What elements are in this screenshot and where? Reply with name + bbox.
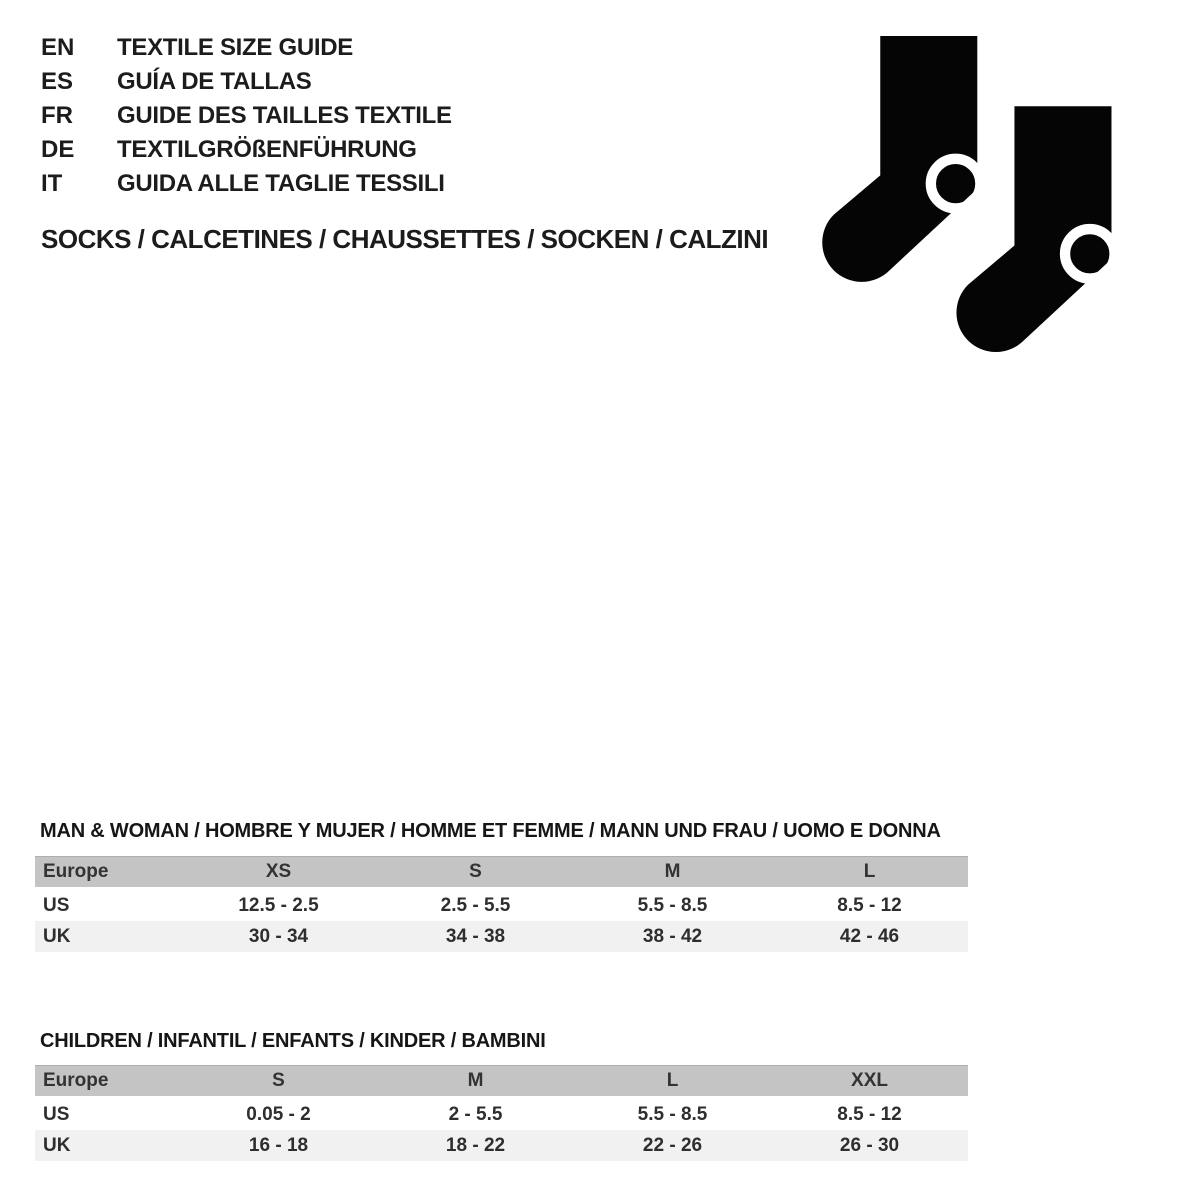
table-header-row (35, 1065, 968, 1096)
language-code: DE (41, 136, 75, 163)
cell-value: 42 - 46 (839, 925, 900, 947)
column-header-europe: Europe (43, 861, 109, 882)
language-code: EN (41, 34, 75, 61)
language-title: GUIDE DES TAILLES TEXTILE (117, 102, 452, 129)
cell-value: 8.5 - 12 (837, 894, 902, 916)
language-row-it (41, 167, 452, 201)
table-row-us (35, 890, 968, 921)
language-code: IT (41, 170, 63, 197)
language-title: GUÍA DE TALLAS (117, 68, 312, 95)
product-category-line: SOCKS / CALCETINES / CHAUSSETTES / SOCKEN / CALZINI (41, 224, 769, 254)
cell-value: 16 - 18 (248, 1134, 309, 1156)
language-title: TEXTILE SIZE GUIDE (117, 34, 353, 61)
cell-value: 18 - 22 (445, 1134, 506, 1156)
cell-value: 22 - 26 (642, 1134, 703, 1156)
row-label: UK (43, 925, 71, 947)
column-header-xs: XS (265, 861, 292, 882)
cell-value: 5.5 - 8.5 (637, 894, 708, 916)
column-header-m: M (664, 861, 681, 882)
language-code: ES (41, 68, 74, 95)
row-label: UK (43, 1134, 71, 1156)
sock-left-icon (822, 36, 980, 282)
language-title: GUIDA ALLE TAGLIE TESSILI (117, 170, 445, 197)
cell-value: 0.05 - 2 (246, 1103, 311, 1125)
cell-value: 34 - 38 (445, 925, 506, 947)
table-row-us (35, 1099, 968, 1130)
children-section-title: CHILDREN / INFANTIL / ENFANTS / KINDER / BAMBINI (40, 1030, 546, 1052)
adult-size-table (35, 856, 968, 952)
cell-value: 30 - 34 (248, 925, 309, 947)
cell-value: 5.5 - 8.5 (637, 1103, 708, 1125)
row-label: US (43, 1103, 70, 1125)
language-row-fr (41, 99, 452, 133)
language-row-en (41, 31, 452, 65)
column-header-s: S (272, 1070, 285, 1091)
cell-value: 38 - 42 (642, 925, 703, 947)
column-header-l: L (666, 1070, 679, 1091)
language-row-de (41, 133, 452, 167)
row-label: US (43, 894, 70, 916)
column-header-xxl: XXL (851, 1070, 888, 1091)
language-list (41, 31, 452, 201)
column-header-l: L (863, 861, 876, 882)
table-header-row (35, 856, 968, 887)
table-row-uk (35, 1130, 968, 1161)
adult-section-title: MAN & WOMAN / HOMBRE Y MUJER / HOMME ET FEMME / MANN UND FRAU / UOMO E DONNA (40, 820, 941, 842)
column-header-s: S (469, 861, 482, 882)
language-code: FR (41, 102, 73, 129)
cell-value: 2 - 5.5 (448, 1103, 503, 1125)
children-size-table (35, 1065, 968, 1161)
language-title: TEXTILGRÖßENFÜHRUNG (117, 136, 417, 163)
cell-value: 26 - 30 (839, 1134, 900, 1156)
table-row-uk (35, 921, 968, 952)
sock-right-icon (956, 106, 1114, 352)
column-header-europe: Europe (43, 1070, 109, 1091)
language-row-es (41, 65, 452, 99)
cell-value: 8.5 - 12 (837, 1103, 902, 1125)
cell-value: 2.5 - 5.5 (440, 894, 511, 916)
socks-icon (808, 36, 1128, 356)
cell-value: 12.5 - 2.5 (238, 894, 319, 916)
column-header-m: M (467, 1070, 484, 1091)
